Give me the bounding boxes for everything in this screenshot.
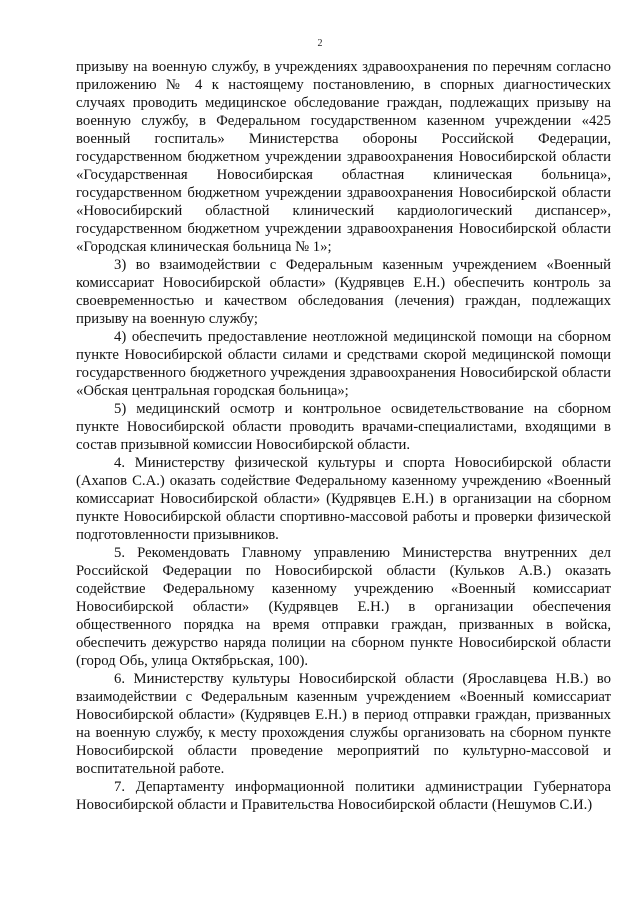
paragraph-item-3: 3) во взаимодействии с Федеральным казенным учреждением «Военный комиссариат Новосибирской области» (Кудрявцев Е.Н.) обеспечить контроль за своевременностью и качеством обследования (лечения) граждан, подлежащих призыву на военную службу; — [76, 257, 611, 327]
paragraph-section-6: 6. Министерству культуры Новосибирской области (Ярославцева Н.В.) во взаимодействии с Федеральным казенным учреждением «Военный комиссариат Новосибирской области» (Кудрявцев Е.Н.) в период отправки граждан, призванных на военную службу, к месту прохождения службы организовать на сборном пункте Новосибирской области проведение мероприятий по культурно-массовой и воспитательной работе. — [76, 671, 611, 777]
page-number: 2 — [317, 38, 323, 49]
paragraph-item-5-subpoint: 5) медицинский осмотр и контрольное освидетельствование на сборном пункте Новосибирской области проводить врачами-специалистами, входящими в состав призывной комиссии Новосибирской области. — [76, 401, 611, 453]
paragraph-section-7: 7. Департаменту информационной политики администрации Губернатора Новосибирской области и Правительства Новосибирской области (Нешумов С.И.) — [76, 779, 611, 813]
paragraph-item-4-subpoint: 4) обеспечить предоставление неотложной медицинской помощи на сборном пункте Новосибирской области силами и средствами скорой медицинской помощи государственного бюджетного учреждения здравоохранения Новосибирской области «Обская центральная городская больница»; — [76, 329, 611, 399]
paragraph-section-4: 4. Министерству физической культуры и спорта Новосибирской области (Ахапов С.А.) оказать содействие Федеральному казенному учреждению «Военный комиссариат Новосибирской области» (Кудрявцев Е.Н.) в организации на сборном пункте Новосибирской области спортивно-массовой работы и проверки физической подготовленности призывников. — [76, 455, 611, 543]
paragraph-continuation: призыву на военную службу, в учреждениях здравоохранения по перечням согласно приложению № 4 к настоящему постановлению, в спорных диагностических случаях проводить медицинское обследование граждан, подлежащих призыву на военную службу, в Федеральном государственном казенном учреждении «425 военный госпиталь» Министерства обороны Российской Федерации, государственном бюджетном учреждении здравоохранения Новосибирской области «Государственная Новосибирская областная клиническая больница», государственном бюджетном учреждении здравоохранения Новосибирской области «Новосибирский областной клинический кардиологический диспансер», государственном бюджетном учреждении здравоохранения Новосибирской области «Городская клиническая больница № 1»; — [76, 59, 611, 255]
document-body — [76, 58, 611, 814]
paragraph-section-5: 5. Рекомендовать Главному управлению Министерства внутренних дел Российской Федерации по Новосибирской области (Кульков А.В.) оказать содействие Федеральному казенному учреждению «Военный комиссариат Новосибирской области» (Кудрявцев Е.Н.) в организации обеспечения общественного порядка на время отправки граждан, призванных в войска, обеспечить дежурство наряда полиции на сборном пункте Новосибирской области (город Обь, улица Октябрьская, 100). — [76, 545, 611, 669]
